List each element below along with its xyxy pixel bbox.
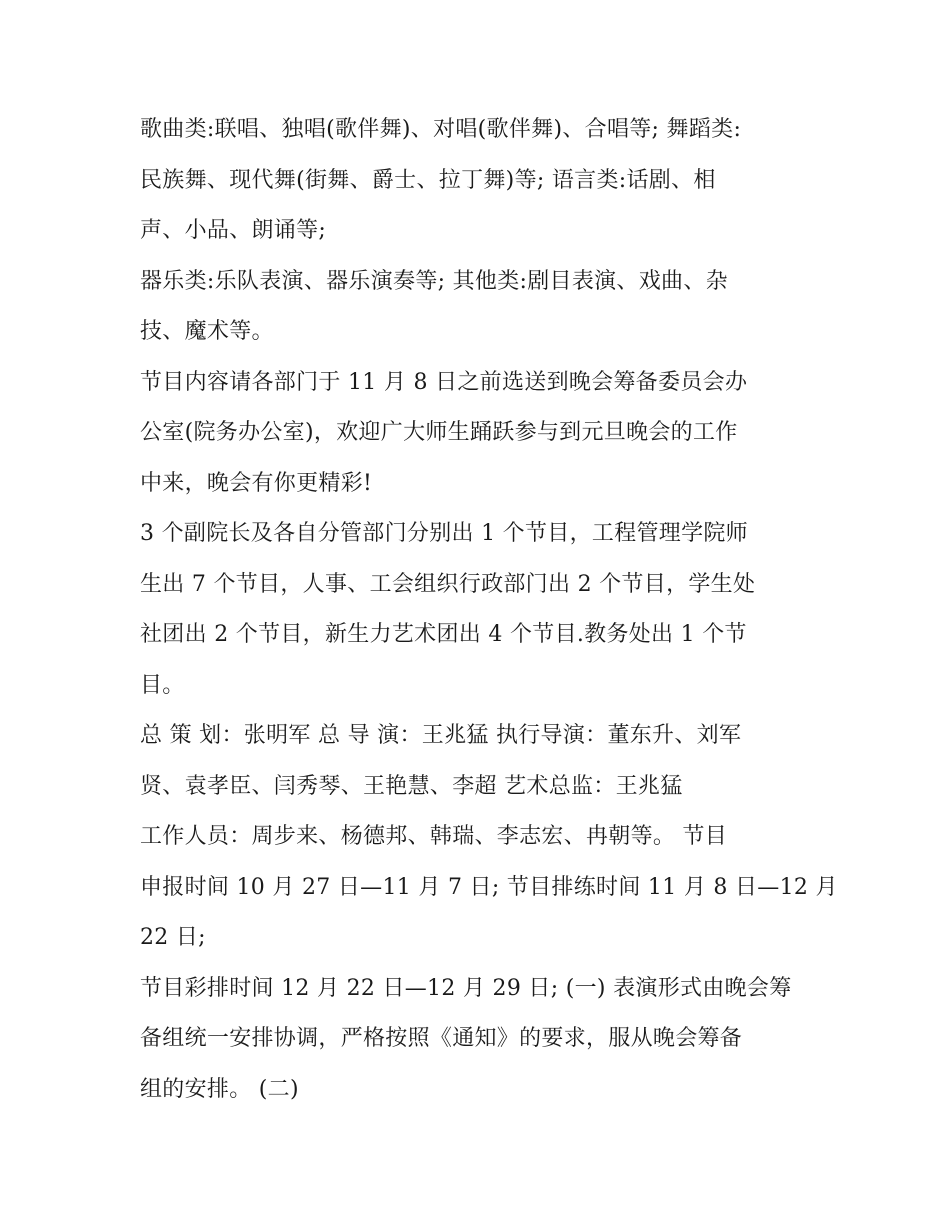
text-line: 3 个副院长及各自分管部门分别出 1 个节目，工程管理学院师 <box>140 521 748 546</box>
text-line: 工作人员：周步来、杨德邦、韩瑞、李志宏、冉朝等。 节目 <box>140 824 728 849</box>
text-line: 器乐类:乐队表演、器乐演奏等; 其他类:剧目表演、戏曲、杂 <box>140 268 728 294</box>
text-line: 备组统一安排协调，严格按照《通知》的要求，服从晚会筹备 <box>140 1026 743 1051</box>
text-line: 节目内容请各部门于 11 月 8 日之前选送到晚会筹备委员会办 <box>140 369 748 395</box>
text-line: 申报时间 10 月 27 日—11 月 7 日; 节目排练时间 11 月 8 日—12 月 <box>140 874 838 900</box>
text-line: 22 日; <box>140 925 206 950</box>
text-line: 目。 <box>140 672 185 698</box>
text-line: 民族舞、现代舞(街舞、爵士、拉丁舞)等; 语言类:话剧、相 <box>140 167 716 193</box>
document-body <box>140 105 838 1115</box>
text-line: 组的安排。 (二) <box>140 1076 299 1102</box>
text-line: 贤、袁孝臣、闫秀琴、王艳慧、李超 艺术总监：王兆猛 <box>140 773 683 799</box>
text-line: 歌曲类:联唱、独唱(歌伴舞)、对唱(歌伴舞)、合唱等; 舞蹈类: <box>140 117 742 142</box>
text-line: 生出 7 个节目，人事、工会组织行政部门出 2 个节目，学生处 <box>140 571 756 597</box>
text-line: 总 策 划：张明军 总 导 演：王兆猛 执行导演：董东升、刘军 <box>140 723 742 748</box>
text-line: 声、小品、朗诵等; <box>140 218 327 243</box>
text-line: 中来，晚会有你更精彩! <box>140 470 373 496</box>
text-line: 技、魔术等。 <box>140 319 274 344</box>
text-line: 社团出 2 个节目，新生力艺术团出 4 个节目.教务处出 1 个节 <box>140 622 747 647</box>
text-line: 公室(院务办公室)，欢迎广大师生踊跃参与到元旦晚会的工作 <box>140 420 738 445</box>
text-line: 节目彩排时间 12 月 22 日—12 月 29 日; (一) 表演形式由晚会筹 <box>140 975 792 1001</box>
